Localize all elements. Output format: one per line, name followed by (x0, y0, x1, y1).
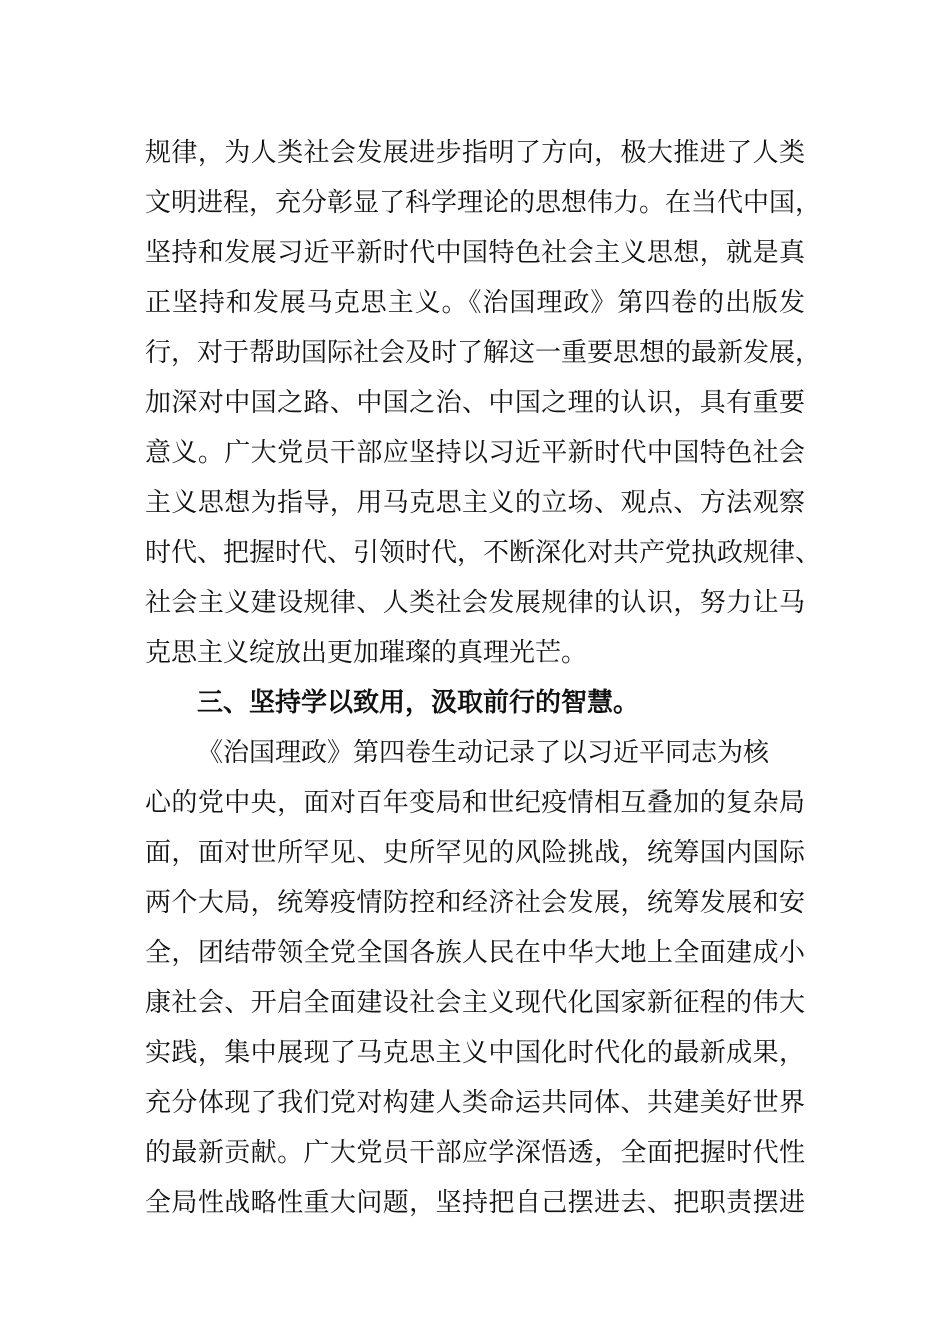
text-line: 意义。广大党员干部应坚持以习近平新时代中国特色社会 (145, 438, 805, 468)
text-line: 行，对于帮助国际社会及时了解这一重要思想的最新发展， (145, 338, 822, 368)
text-line: 的最新贡献。广大党员干部应学深悟透，全面把握时代性 (145, 1138, 805, 1168)
text-line: 全，团结带领全党全国各族人民在中华大地上全面建成小 (145, 938, 805, 968)
text-line: 康社会、开启全面建设社会主义现代化国家新征程的伟大 (145, 988, 805, 1018)
text-line: 加深对中国之路、中国之治、中国之理的认识，具有重要 (145, 388, 805, 418)
text-line: 克思主义绽放出更加璀璨的真理光芒。 (145, 638, 588, 668)
text-line: 正坚持和发展马克思主义。《治国理政》第四卷的出版发 (145, 288, 805, 318)
text-line: 主义思想为指导，用马克思主义的立场、观点、方法观察 (145, 488, 805, 518)
text-line: 全局性战略性重大问题，坚持把自己摆进去、把职责摆进 (145, 1188, 805, 1218)
body-text (145, 128, 822, 1228)
text-line: 面，面对世所罕见、史所罕见的风险挑战，统筹国内国际 (145, 838, 805, 868)
text-line: 时代、把握时代、引领时代，不断深化对共产党执政规律、 (145, 538, 822, 568)
text-line: 文明进程，充分彰显了科学理论的思想伟力。在当代中国， (145, 188, 822, 218)
text-line: 心的党中央，面对百年变局和世纪疫情相互叠加的复杂局 (145, 788, 805, 818)
text-line: 规律，为人类社会发展进步指明了方向，极大推进了人类 (145, 138, 805, 168)
section-heading: 三、坚持学以致用，汲取前行的智慧。 (197, 688, 640, 718)
text-line: 两个大局，统筹疫情防控和经济社会发展，统筹发展和安 (145, 888, 805, 918)
text-line: 实践，集中展现了马克思主义中国化时代化的最新成果， (145, 1038, 805, 1068)
text-line: 坚持和发展习近平新时代中国特色社会主义思想，就是真 (145, 238, 805, 268)
text-line: 社会主义建设规律、人类社会发展规律的认识，努力让马 (145, 588, 805, 618)
text-line: 《治国理政》第四卷生动记录了以习近平同志为核 (197, 738, 770, 768)
text-line: 充分体现了我们党对构建人类命运共同体、共建美好世界 (145, 1088, 805, 1118)
